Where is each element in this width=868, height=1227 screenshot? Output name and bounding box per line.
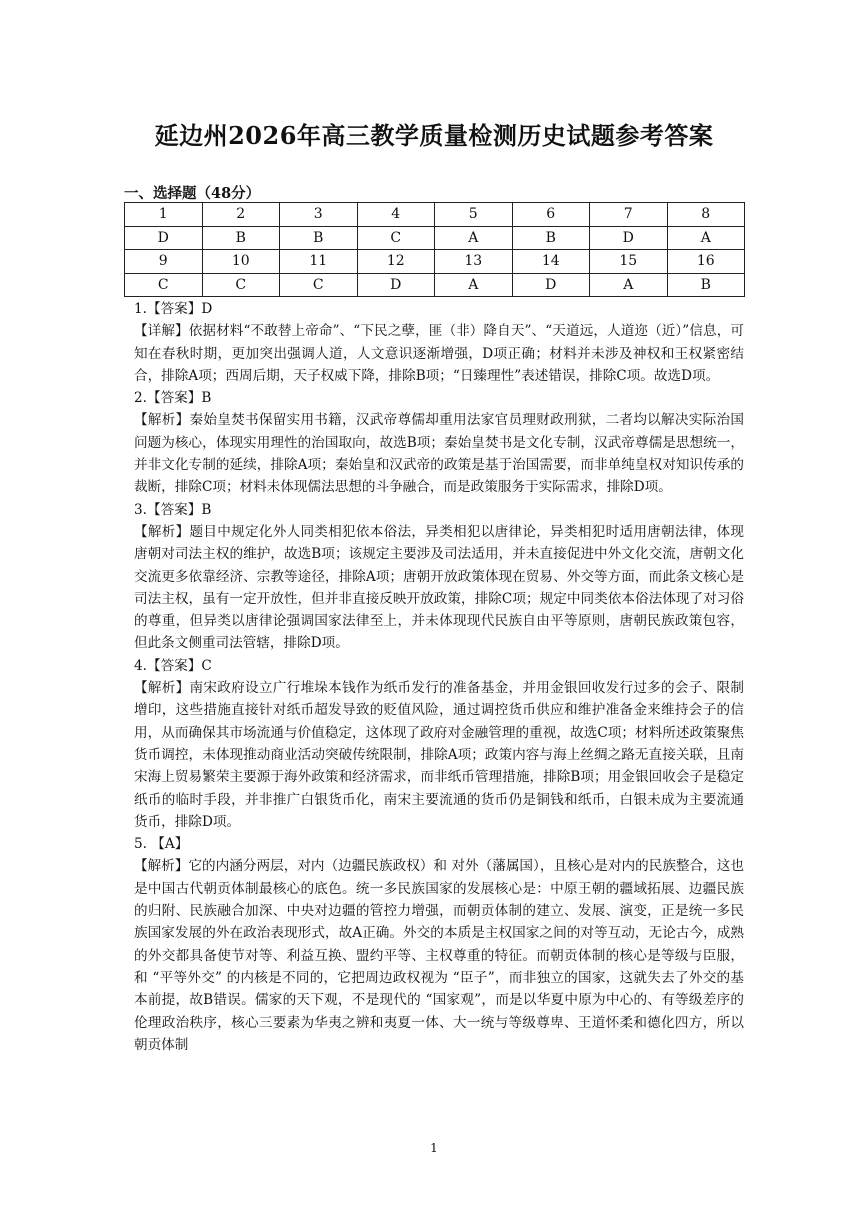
question-number-cell: 9 [125,250,203,274]
answer-cell: D [590,226,668,250]
answer-cell: A [590,273,668,297]
question-number-cell: 15 [590,250,668,274]
question-number-cell: 3 [280,203,358,227]
answer-cell: D [512,273,590,297]
explanations [134,298,744,1056]
question-number-cell: 13 [435,250,513,274]
question-number-cell: 8 [667,203,745,227]
question-number-cell: 12 [357,250,435,274]
question-number-row [125,250,745,274]
answer-cell: A [435,226,513,250]
answer-heading-1: 1.【答案】D [134,301,213,317]
answer-cell: C [280,273,358,297]
question-number-cell: 6 [512,203,590,227]
answer-table [124,202,745,297]
explanation-2: 【解析】秦始皇焚书保留实用书籍，汉武帝尊儒却重用法家官员理财政刑狱，二者均以解决实际治国问题为核心，体现实用理性的治国取向，故选B项；秦始皇焚书是文化专制，汉武帝尊儒是思想统一，并非文化专制的延续，排除A项；秦始皇和汉武帝的政策是基于治国需要，而非单纯皇权对知识传承的裁断，排除C项；材料未体现儒法思想的斗争融合，而是政策服务于实际需求，排除D项。 [134,412,744,496]
question-number-row [125,203,745,227]
answer-row [125,226,745,250]
answer-row [125,273,745,297]
explanation-5: 【解析】它的内涵分两层，对内（边疆民族政权）和 对外（藩属国），且核心是对内的民族整合，这也是中国古代朝贡体制最核心的底色。统一多民族国家的发展核心是：中原王朝的疆域拓展、边疆民族的归附、民族融合加深、中央对边疆的管控力增强，而朝贡体制的建立、发展、演变，正是统一多民族国家发展的外在政治表现形式，故A正确。外交的本质是主权国家之间的对等互动，无论古今，成熟的外交都具备使节对等、利益互换、盟约平等、主权尊重的特征。而朝贡体制的核心是等级与臣服，和 “平等外交” 的内核是不同的，它把周边政权视为 “臣子”，而非独立的国家，这就失去了外交的基本前提，故B错误。儒家的天下观，不是现代的 “国家观”，而是以华夏中原为中心的、有等级差序的伦理政治秩序，核心三要素为华夷之辨和夷夏一体、大一统与等级尊卑、王道怀柔和德化四方，所以朝贡体制 [134,858,744,1053]
section-heading: 一、选择题（48分） [124,185,261,202]
page-number: 1 [430,1141,438,1155]
question-number-cell: 2 [202,203,280,227]
question-number-cell: 7 [590,203,668,227]
answer-cell: C [357,226,435,250]
question-number-cell: 4 [357,203,435,227]
answer-heading-3: 3.【答案】B [134,501,212,518]
answer-cell: C [202,273,280,297]
answer-cell: A [435,273,513,297]
question-number-cell: 1 [125,203,203,227]
question-number-cell: 10 [202,250,280,274]
answer-cell: B [202,226,280,250]
question-number-cell: 5 [435,203,513,227]
question-number-cell: 16 [667,250,745,274]
answer-cell: B [512,226,590,250]
answer-heading-5: 5. 【A】 [134,836,189,853]
answer-heading-2: 2.【答案】B [134,390,212,407]
question-number-cell: 14 [512,250,590,274]
explanation-4: 【解析】南宋政府设立广行堆垛本钱作为纸币发行的准备基金，并用金银回收发行过多的会子、限制增印，这些措施直接针对纸币超发导致的贬值风险，通过调控货币供应和维护准备金来维持会子的信用，从而确保其市场流通与价值稳定，这体现了政府对金融管理的重视，故选C项；材料所述政策聚焦货币调控，未体现推动商业活动突破传统限制，排除A项；政策内容与海上丝绸之路无直接关联，且南宋海上贸易繁荣主要源于海外政策和经济需求，而非纸币管理措施，排除B项；用金银回收会子是稳定纸币的临时手段，并非推广白银货币化，南宋主要流通的货币仍是铜钱和纸币，白银未成为主要流通货币，排除D项。 [134,680,744,830]
page-title: 延边州2026年高三教学质量检测历史试题参考答案 [154,121,714,150]
explanation-1: 【详解】依据材料“不敢替上帝命”、“下民之孽，匪（非）降自天”、“天道远，人道迩（近）”信息，可知在春秋时期，更加突出强调人道，人文意识逐渐增强，D项正确；材料并未涉及神权和王权紧密结合，排除A项；西周后期，天子权威下降，排除B项；“日臻理性”表述错误，排除C项。故选D项。 [134,323,744,384]
answer-cell: D [125,226,203,250]
answer-cell: A [667,226,745,250]
answer-cell: B [280,226,358,250]
answer-heading-4: 4.【答案】C [134,657,212,674]
answer-cell: D [357,273,435,297]
answer-cell: B [667,273,745,297]
question-number-cell: 11 [280,250,358,274]
answer-cell: C [125,273,203,297]
explanation-3: 【解析】题目中规定化外人同类相犯依本俗法，异类相犯以唐律论，异类相犯时适用唐朝法律，体现唐朝对司法主权的维护，故选B项；该规定主要涉及司法适用，并未直接促进中外文化交流，唐朝文化交流更多依靠经济、宗教等途径，排除A项；唐朝开放政策体现在贸易、外交等方面，而此条文核心是司法主权，虽有一定开放性，但并非直接反映开放政策，排除C项；规定中同类依本俗法体现了对习俗的尊重，但异类以唐律论强调国家法律至上，并未体现现代民族自由平等原则，唐朝民族政策包容，但此条文侧重司法管辖，排除D项。 [134,523,744,652]
